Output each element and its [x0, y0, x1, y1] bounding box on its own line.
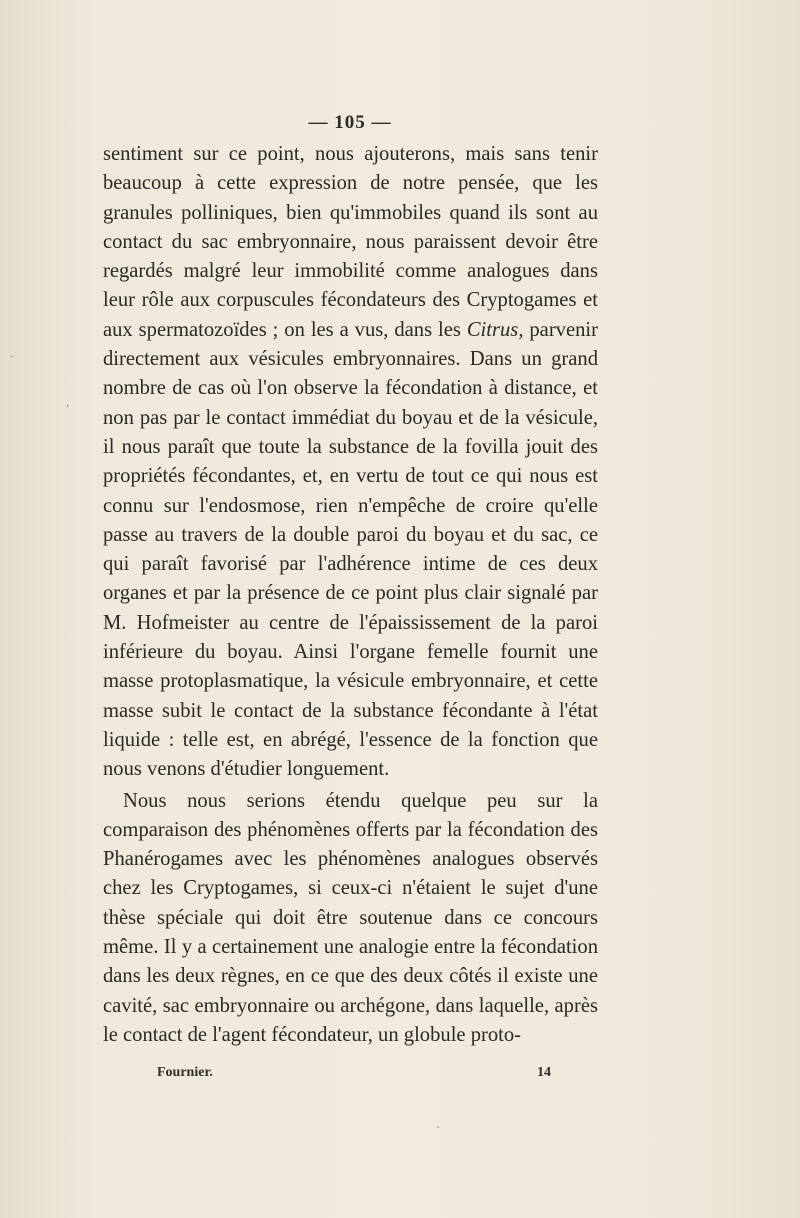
paragraph-1-italic-citrus: Citrus,: [466, 318, 524, 341]
footer-author: Fournier.: [157, 1065, 213, 1080]
paragraph-2: [103, 787, 598, 1051]
paragraph-1-part-3: parvenir directement aux vésicules embryonnaires. Dans un grand nombre de cas où l'on observe la fécondation à distance, et non pas par le contact immédiat du boyau et de la vésicule, il nous paraît que toute la substance de la fovilla jouit des propriétés fécondantes, et, en vertu de tout ce qui nous est connu sur l'endosmose, rien n'empêche de croire qu'elle passe au travers de la double paroi du boyau et du sac, ce qui paraît favorisé par l'adhérence intime de ces deux organes et par la présence de ce point plus clair signalé par M. Hofmeister au centre de l'épaississement de la paroi inférieure du boyau. Ainsi l'organe femelle fournit une masse protoplasmatique, la vésicule embryonnaire, et cette masse subit le contact de la substance fécondante à l'état liquide : telle est, en abrégé, l'essence de la fonction que nous venons d'étudier longuement.: [103, 318, 598, 781]
paragraph-1: [103, 140, 598, 785]
page-footer: [157, 1065, 557, 1081]
margin-speck: ·: [10, 352, 14, 363]
body-text: [103, 140, 598, 1050]
paragraph-1-part-1: sentiment sur ce point, nous ajouterons, mais sans tenir beaucoup à cette expression de notre pensée, que les granules polliniques, bien qu'immobiles quand ils sont au contact du sac embryonnaire, nous paraissent devoir être regardés malgré leur immobilité comme analogues dans leur rôle aux corpuscules fécondateurs des Cryptogames et aux spermatozoïdes ; on les a vus, dans les: [103, 143, 598, 341]
page-speck: ˋ: [436, 1126, 441, 1137]
page-number: — 105 —: [308, 112, 392, 133]
signature-mark: 14: [537, 1065, 551, 1080]
margin-speck: ʼ: [66, 404, 70, 415]
paragraph-2-text: Nous nous serions étendu quelque peu sur la comparaison des phénomènes offerts par la fécondation des Phanérogames avec les phénomènes analogues observés chez les Cryptogames, si ceux-ci n'étaient le sujet d'une thèse spéciale qui doit être soutenue dans ce concours même. Il y a certainement une analogie entre la fécondation dans les deux règnes, en ce que des deux côtés il existe une cavité, sac embryonnaire ou archégone, dans laquelle, après le contact de l'agent fécondateur, un globule proto-: [103, 789, 598, 1046]
